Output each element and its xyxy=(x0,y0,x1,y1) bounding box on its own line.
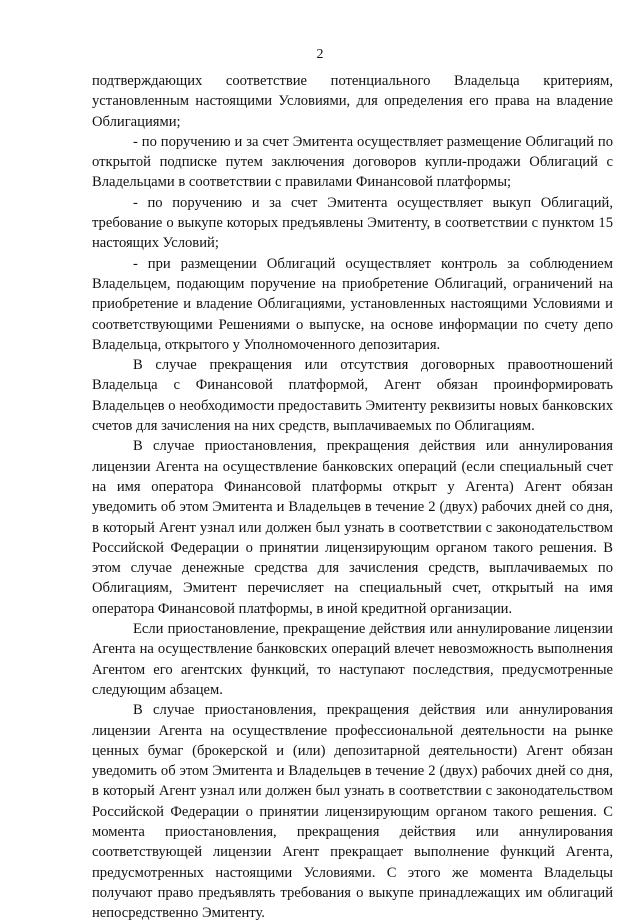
list-item-placement: - по поручению и за счет Эмитента осуществляет размещение Облигаций по открытой подписке путем заключения договоров купли-продажи Облигаций с Владельцами в соответствии с правилами Финансовой платформы; xyxy=(92,133,613,191)
paragraph-continuation: подтверждающих соответствие потенциального Владельца критериям, установленным настоящими Условиями, для определения его права на владение Облигациями; xyxy=(92,73,613,130)
page-number: 2 xyxy=(316,47,324,62)
document-body xyxy=(92,71,613,923)
paragraph-professional-license: В случае приостановления, прекращения действия или аннулирования лицензии Агента на осуществление профессиональной деятельности на рынке ценных бумаг (брокерской и (или) депозитарной деятельности) Агент обязан уведомить об этом Эмитента и Владельцев в течение 2 (двух) рабочих дней со дня, в который Агент узнал или должен был узнать в соответствии с законодательством Российской Федерации о принятии лицензирующим органом такого решения. С момента приостановления, прекращения действия или аннулирования соответствующей лицензии Агент прекращает выполнение функций Агента, предусмотренных настоящими Условиями. С этого же момента Владельцы получают право предъявлять требования о выкупе принадлежащих им облигаций непосредственно Эмитенту. xyxy=(92,702,613,922)
paragraph-banking-license: В случае приостановления, прекращения действия или аннулирования лицензии Агента на осуществление банковских операций (если специальный счет на имя оператора Финансовой платформы открыт у Агента) Агент обязан уведомить об этом Эмитента и Владельцев в течение 2 (двух) рабочих дней со дня, в который Агент узнал или должен был узнать в соответствии с законодательством Российской Федерации о принятии лицензирующим органом такого решения. В этом случае денежные средства для зачисления средств, выплачиваемых по Облигациям, Эмитент перечисляет на специальный счет, открытый на имя оператора Финансовой платформы, в иной кредитной организации. xyxy=(92,438,613,617)
list-item-control: - при размещении Облигаций осуществляет контроль за соблюдением Владельцем, подающим поручение на приобретение Облигаций, ограничений на приобретение и владение Облигациями, установленных настоящими Условиями и соответствующими Решениями о выпуске, на основе информации по счету депо Владельца, открытого у Уполномоченного депозитария. xyxy=(92,255,613,353)
paragraph-termination-relations: В случае прекращения или отсутствия договорных правоотношений Владельца с Финансовой платформой, Агент обязан проинформировать Владельцев о необходимости предоставить Эмитенту реквизиты новых банковских счетов для зачисления на них средств, выплачиваемых по Облигациям. xyxy=(92,357,613,435)
list-item-buyback: - по поручению и за счет Эмитента осуществляет выкуп Облигаций, требование о выкупе которых предъявлены Эмитенту, в соответствии с пунктом 15 настоящих Условий; xyxy=(92,194,613,252)
paragraph-agent-functions: Если приостановление, прекращение действия или аннулирование лицензии Агента на осуществление банковских операций влечет невозможность выполнения Агентом его агентских функций, то наступают последствия, предусмотренные следующим абзацем. xyxy=(92,621,613,698)
